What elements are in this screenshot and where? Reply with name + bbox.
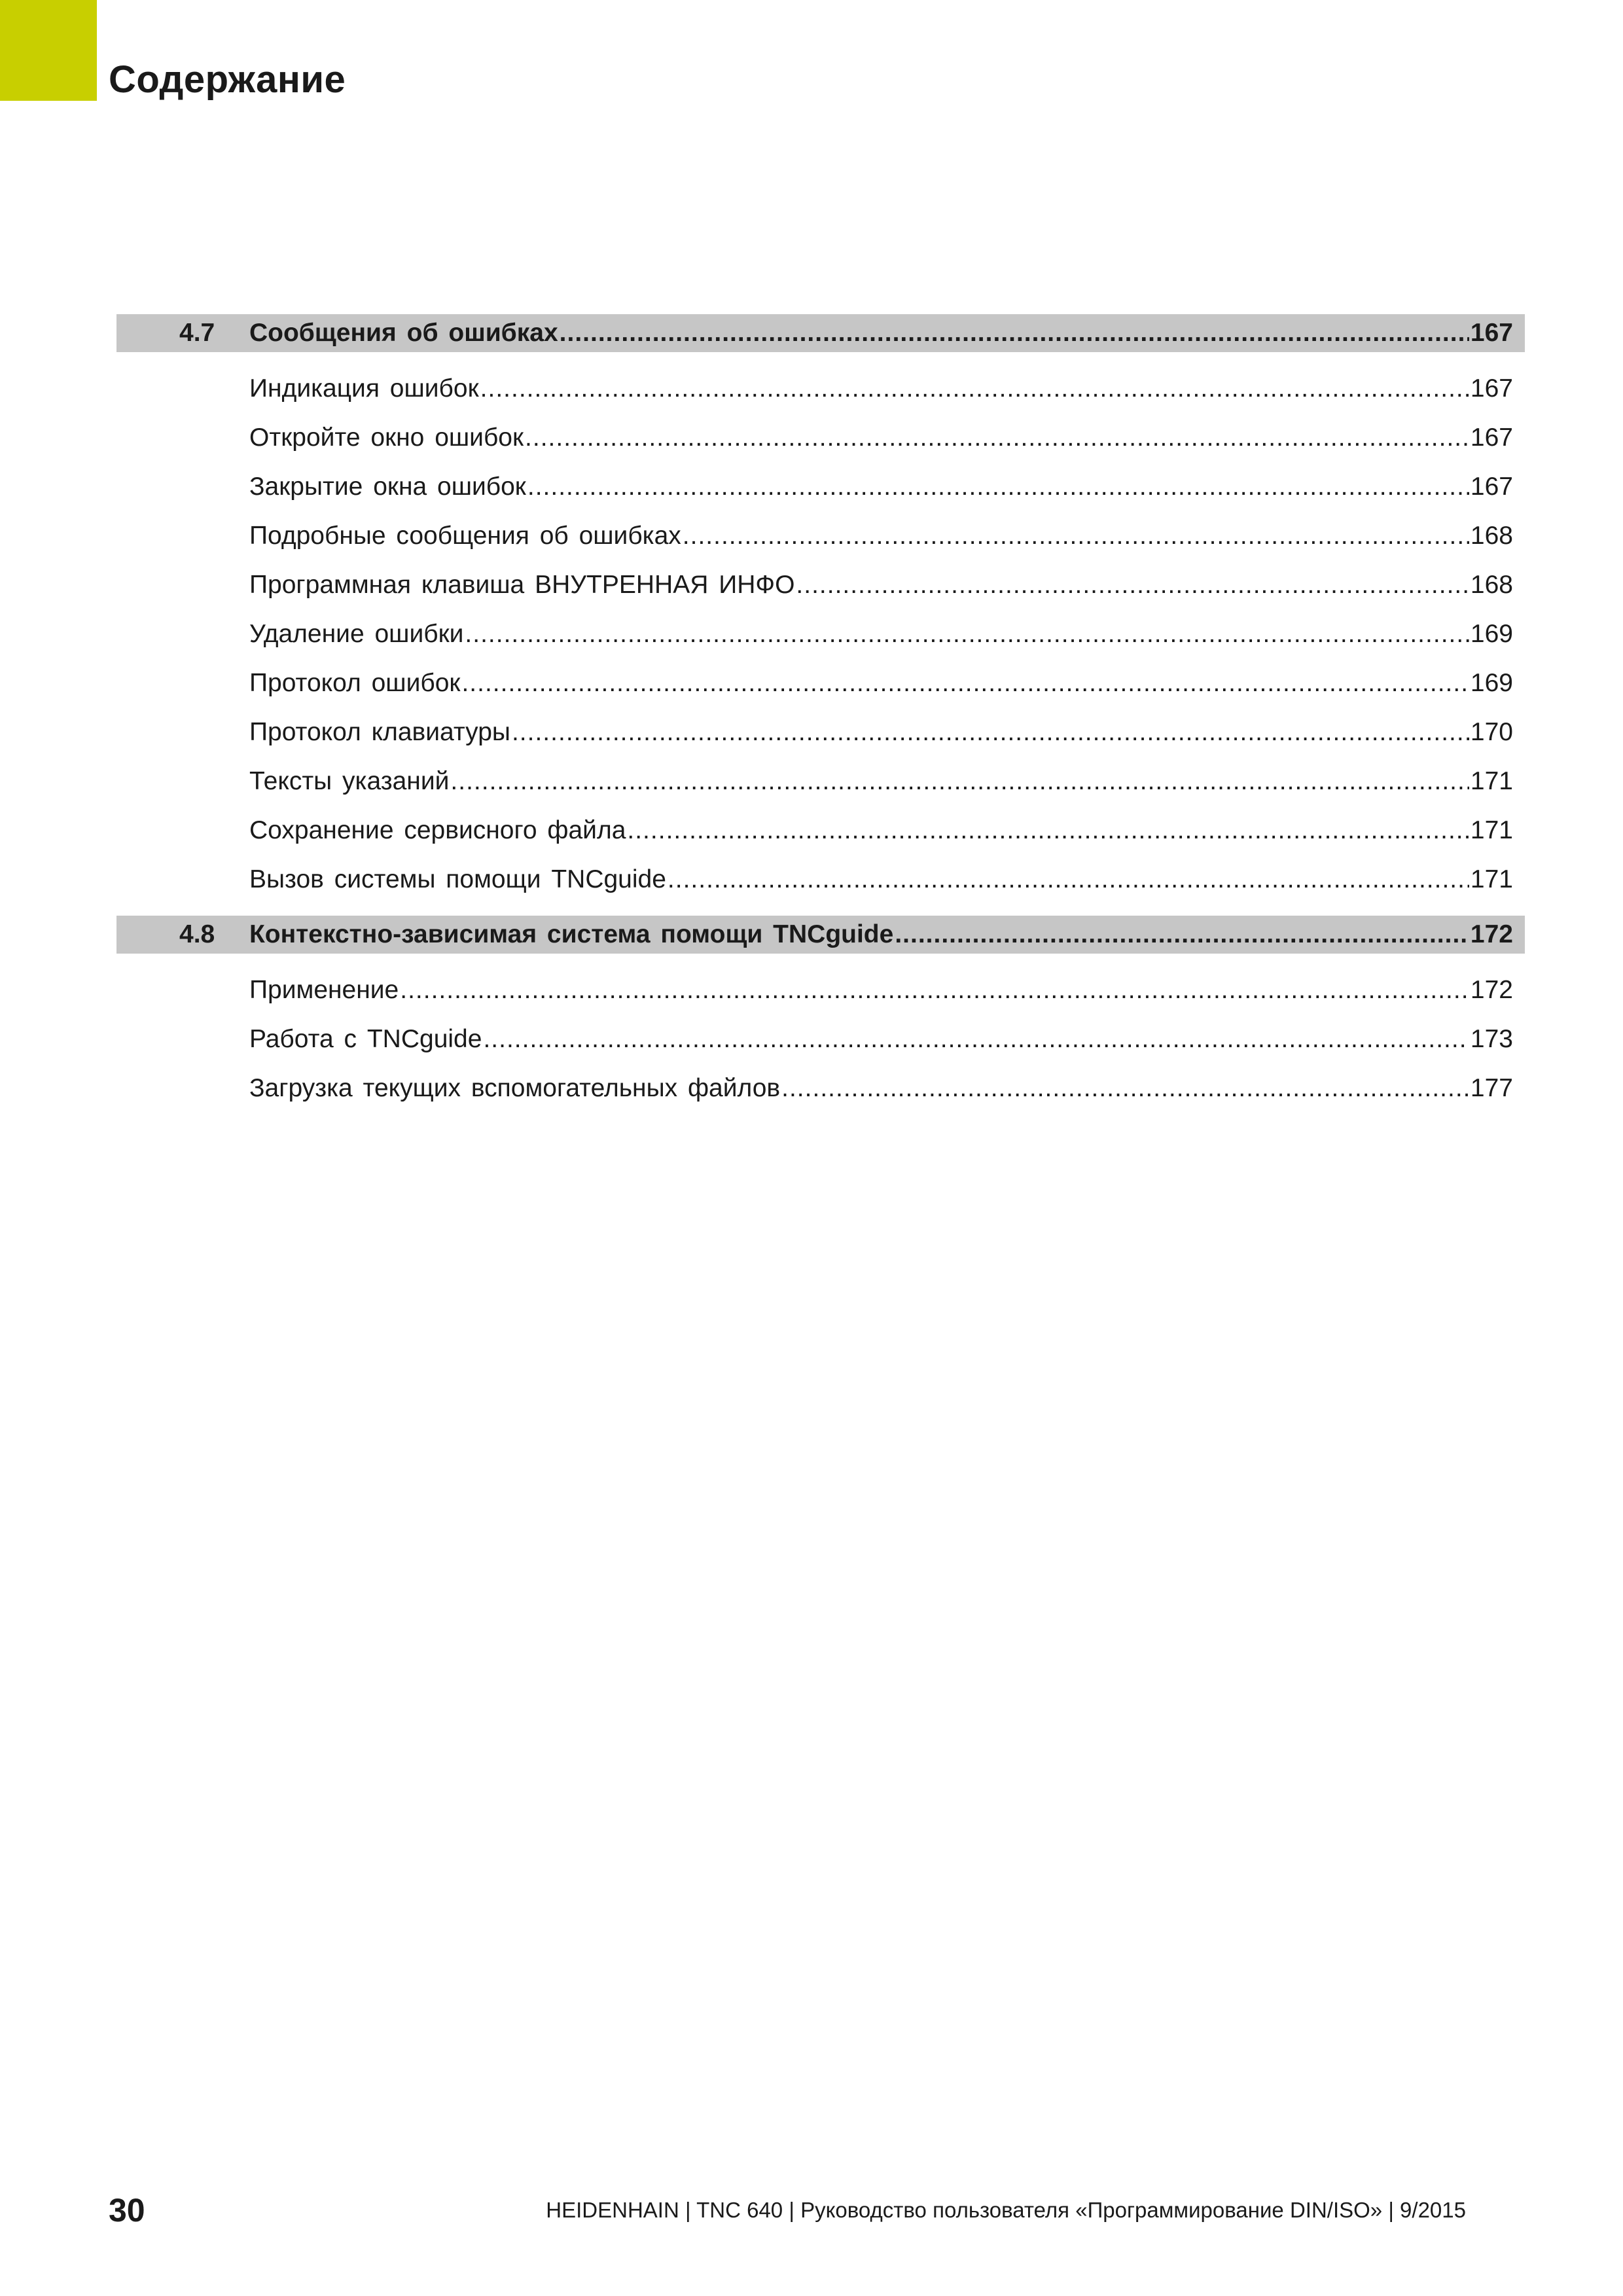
toc-item-title: Применение <box>249 975 399 1004</box>
toc-item[interactable] <box>116 511 1525 560</box>
toc-item[interactable] <box>116 806 1525 855</box>
toc-item-title: Сохранение сервисного файла <box>249 816 626 844</box>
dot-leader <box>450 767 1469 796</box>
toc-item-page: 170 <box>1470 717 1513 746</box>
section-header[interactable] <box>116 314 1525 352</box>
toc-section-4-8 <box>116 916 1525 1113</box>
dot-leader <box>461 669 1469 698</box>
toc-item-page: 169 <box>1470 619 1513 648</box>
dot-leader <box>480 374 1469 403</box>
toc-item-title: Вызов системы помощи TNCguide <box>249 865 666 893</box>
toc-item-title: Работа с TNCguide <box>249 1024 482 1053</box>
dot-leader <box>683 522 1469 550</box>
toc-item-page: 171 <box>1470 816 1513 844</box>
toc-item-page: 172 <box>1470 975 1513 1004</box>
dot-leader <box>796 571 1469 600</box>
dot-leader <box>525 423 1469 452</box>
table-of-contents <box>116 314 1525 1124</box>
toc-item[interactable] <box>116 1014 1525 1064</box>
toc-item-title: Подробные сообщения об ошибках <box>249 521 681 550</box>
section-title: Сообщения об ошибках <box>249 319 558 347</box>
corner-color-tab <box>0 0 97 101</box>
toc-item[interactable] <box>116 364 1525 413</box>
dot-leader <box>668 865 1469 894</box>
dot-leader <box>527 473 1469 501</box>
toc-item-title: Загрузка текущих вспомогательных файлов <box>249 1073 781 1102</box>
section-header[interactable] <box>116 916 1525 954</box>
toc-section-4-7 <box>116 314 1525 904</box>
toc-item-page: 168 <box>1470 521 1513 550</box>
toc-item[interactable] <box>116 855 1525 904</box>
dot-leader <box>627 816 1469 845</box>
toc-item[interactable] <box>116 413 1525 462</box>
dot-leader <box>483 1025 1469 1054</box>
toc-item-page: 167 <box>1470 472 1513 501</box>
toc-item-page: 171 <box>1470 865 1513 893</box>
toc-item-title: Откройте окно ошибок <box>249 423 524 452</box>
toc-item[interactable] <box>116 708 1525 757</box>
toc-item-page: 177 <box>1470 1073 1513 1102</box>
section-page: 167 <box>1470 319 1513 347</box>
dot-leader <box>512 718 1469 747</box>
toc-item-title: Закрытие окна ошибок <box>249 472 526 501</box>
dot-leader <box>400 976 1469 1005</box>
toc-item-page: 169 <box>1470 668 1513 697</box>
page-title: Содержание <box>109 58 346 101</box>
section-page: 172 <box>1470 920 1513 948</box>
toc-item-title: Тексты указаний <box>249 766 450 795</box>
toc-item[interactable] <box>116 1064 1525 1113</box>
toc-item-page: 167 <box>1470 374 1513 403</box>
toc-item-title: Удаление ошибки <box>249 619 464 648</box>
dot-leader <box>781 1074 1469 1103</box>
dot-leader <box>895 920 1469 949</box>
toc-item[interactable] <box>116 462 1525 511</box>
footer-text: HEIDENHAIN | TNC 640 | Руководство пользователя «Программирование DIN/ISO» | 9/2015 <box>546 2198 1466 2222</box>
section-title: Контекстно-зависимая система помощи TNCguide <box>249 920 894 948</box>
toc-item[interactable] <box>116 965 1525 1014</box>
toc-item-title: Индикация ошибок <box>249 374 479 403</box>
dot-leader <box>560 319 1469 348</box>
toc-item-page: 168 <box>1470 570 1513 599</box>
section-number: 4.8 <box>179 920 215 948</box>
toc-item-page: 167 <box>1470 423 1513 452</box>
toc-item-title: Программная клавиша ВНУТРЕННАЯ ИНФО <box>249 570 795 599</box>
toc-item[interactable] <box>116 560 1525 609</box>
toc-item[interactable] <box>116 757 1525 806</box>
dot-leader <box>465 620 1469 649</box>
toc-item-title: Протокол ошибок <box>249 668 461 697</box>
toc-item-title: Протокол клавиатуры <box>249 717 510 746</box>
toc-item[interactable] <box>116 609 1525 658</box>
toc-item[interactable] <box>116 658 1525 708</box>
footer-page-number: 30 <box>109 2192 145 2229</box>
toc-item-page: 171 <box>1470 766 1513 795</box>
toc-item-page: 173 <box>1470 1024 1513 1053</box>
section-number: 4.7 <box>179 319 215 347</box>
